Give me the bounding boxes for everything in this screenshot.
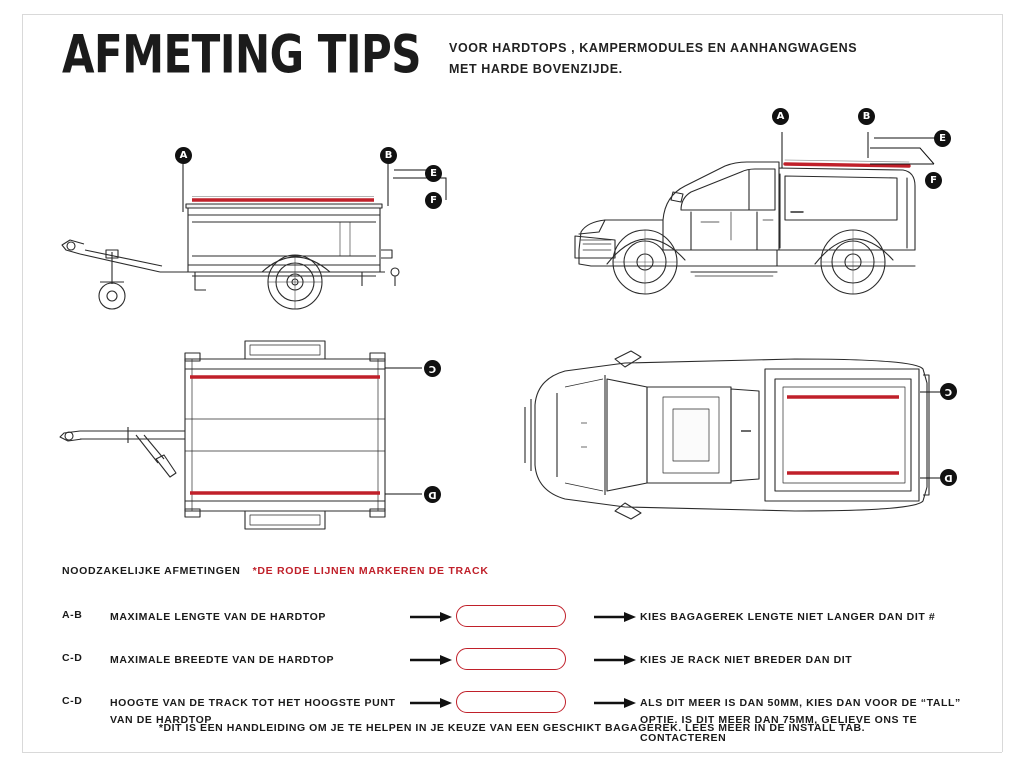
row-description: MAXIMALE LENGTE VAN DE HARDTOP <box>110 611 326 623</box>
row-note: KIES JE RACK NIET BREDER DAN DIT <box>640 654 853 666</box>
callout-badge-truck-side-a: A <box>772 108 789 125</box>
footer-note: *DIT IS EEN HANDLEIDING OM JE TE HELPEN IN JE KEUZE VAN EEN GESCHIKT BAGAGEREK. LEES MEER IN DE INSTALL TAB. <box>158 722 866 734</box>
callout-badge-trailer-side-b: B <box>380 147 397 164</box>
callout-badge-trailer-side-a: A <box>175 147 192 164</box>
row-description: MAXIMALE BREEDTE VAN DE HARDTOP <box>110 654 335 666</box>
callout-badge-truck-side-b: B <box>858 108 875 125</box>
row-note: KIES BAGAGEREK LENGTE NIET LANGER DAN DIT # <box>640 611 936 623</box>
arrow-icon <box>594 691 640 709</box>
arrow-icon <box>594 648 640 666</box>
value-input-height[interactable] <box>456 691 566 713</box>
arrow-icon <box>410 691 456 709</box>
row-code: C-D <box>62 695 83 707</box>
legend-heading-row <box>62 565 489 577</box>
value-input-length[interactable] <box>456 605 566 627</box>
measurement-table <box>62 605 962 768</box>
value-input-width[interactable] <box>456 648 566 670</box>
arrow-icon <box>594 605 640 623</box>
arrow-icon <box>410 605 456 623</box>
row-code: A-B <box>62 609 83 621</box>
table-row <box>62 691 962 747</box>
row-note: ALS DIT MEER IS DAN 50MM, KIES DAN VOOR DE “TALL” OPTIE. IS DIT MEER DAN 75MM, GELIEVE ONS TE CONTACTEREN <box>640 697 961 744</box>
table-row <box>62 648 962 670</box>
subtitle-line-1: VOOR HARDTOPS , KAMPERMODULES EN AANHANGWAGENS <box>449 41 858 55</box>
callout-badge-trailer-side-f: F <box>425 192 442 209</box>
header <box>62 23 962 85</box>
page-subtitle <box>449 26 857 79</box>
row-description: HOOGTE VAN DE TRACK TOT HET HOOGSTE PUNT VAN DE HARDTOP <box>110 697 396 727</box>
callout-badge-truck-top-d: D <box>940 469 957 486</box>
callout-badge-truck-side-e: E <box>934 130 951 147</box>
callout-badge-trailer-top-c: C <box>424 360 441 377</box>
divider-right <box>1002 14 1003 752</box>
subtitle-line-2: MET HARDE BOVENZIJDE. <box>449 61 623 76</box>
divider-top <box>22 14 1002 15</box>
table-row <box>62 605 962 627</box>
callout-badge-trailer-top-d: D <box>424 486 441 503</box>
divider-left <box>22 14 23 752</box>
callout-badge-trailer-side-e: E <box>425 165 442 182</box>
arrow-icon <box>410 648 456 666</box>
callout-leaders-trailer-side <box>150 148 470 238</box>
callout-badge-truck-side-f: F <box>925 172 942 189</box>
figure-truck-top-view <box>495 335 935 535</box>
page-title: AFMETING TIPS <box>62 23 422 85</box>
row-code: C-D <box>62 652 83 664</box>
callout-badge-truck-top-c: C <box>940 383 957 400</box>
legend-heading: NOODZAKELIJKE AFMETINGEN <box>62 565 241 577</box>
legend-red-note: *DE RODE LIJNEN MARKEREN DE TRACK <box>252 565 489 577</box>
